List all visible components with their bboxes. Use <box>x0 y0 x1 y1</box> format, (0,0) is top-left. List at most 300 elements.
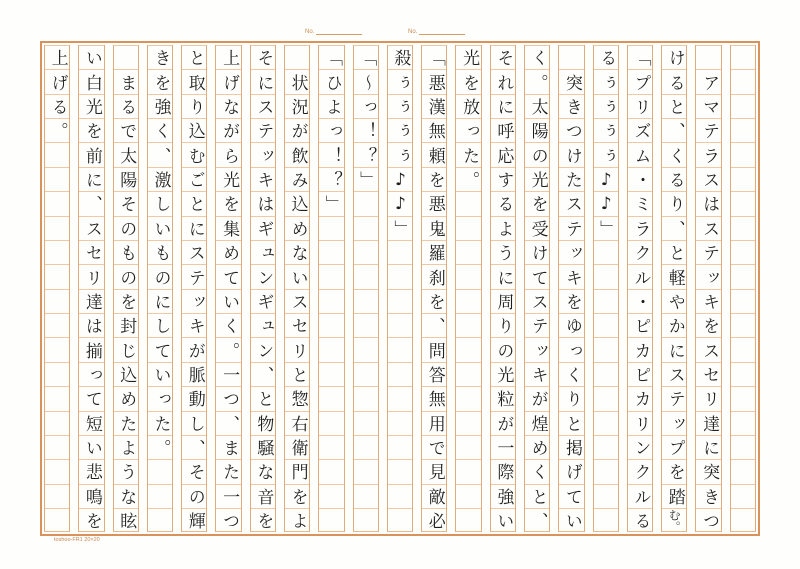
manuscript-character: で <box>116 122 137 140</box>
manuscript-character: 、 <box>527 512 548 530</box>
manuscript-character: い <box>287 268 308 286</box>
manuscript-cell <box>45 142 69 166</box>
cell-strip <box>181 45 207 532</box>
manuscript-cell <box>148 484 172 508</box>
manuscript-character: ラ <box>630 219 651 237</box>
manuscript-character: 。 <box>219 341 240 359</box>
manuscript-cell <box>456 484 480 508</box>
manuscript-cell <box>182 264 206 288</box>
manuscript-cell <box>662 386 686 410</box>
manuscript-cell <box>388 386 412 410</box>
manuscript-cell <box>491 459 515 483</box>
manuscript-character: ッ <box>527 341 548 359</box>
manuscript-cell <box>628 362 652 386</box>
manuscript-cell <box>731 289 755 313</box>
manuscript-cell <box>559 142 583 166</box>
manuscript-cell <box>182 362 206 386</box>
manuscript-character: そ <box>116 195 137 213</box>
manuscript-cell <box>148 94 172 118</box>
manuscript-character: 問 <box>424 341 445 359</box>
manuscript-cell <box>216 484 240 508</box>
manuscript-cell <box>114 69 138 93</box>
manuscript-cell <box>114 289 138 313</box>
manuscript-cell <box>696 191 720 215</box>
manuscript-cell <box>45 191 69 215</box>
manuscript-cell <box>696 240 720 264</box>
manuscript-cell <box>285 313 309 337</box>
manuscript-character: 、 <box>219 414 240 432</box>
manuscript-character: リ <box>630 97 651 115</box>
manuscript-cell <box>79 386 103 410</box>
manuscript-character: を <box>116 292 137 310</box>
manuscript-cell <box>491 313 515 337</box>
manuscript-cell <box>251 411 275 435</box>
manuscript-cell <box>525 167 549 191</box>
manuscript-character: と <box>184 195 205 213</box>
manuscript-character: く <box>527 463 548 481</box>
manuscript-cell <box>525 337 549 361</box>
manuscript-cell <box>79 69 103 93</box>
manuscript-cell <box>731 69 755 93</box>
manuscript-cell <box>79 118 103 142</box>
manuscript-character: 状 <box>287 73 308 91</box>
manuscript-character: 光 <box>81 97 102 115</box>
manuscript-cell <box>319 240 343 264</box>
manuscript-cell <box>491 142 515 166</box>
manuscript-cell <box>388 191 412 215</box>
manuscript-character: そ <box>493 49 514 67</box>
manuscript-cell <box>354 167 378 191</box>
manuscript-cell <box>594 484 618 508</box>
manuscript-cell <box>354 69 378 93</box>
manuscript-character: 応 <box>493 146 514 164</box>
manuscript-character: 白 <box>81 73 102 91</box>
manuscript-character: 揃 <box>81 341 102 359</box>
manuscript-cell <box>251 362 275 386</box>
manuscript-cell <box>79 240 103 264</box>
manuscript-cell <box>559 386 583 410</box>
manuscript-cell <box>422 289 446 313</box>
manuscript-cell <box>525 289 549 313</box>
cell-strip <box>695 45 721 532</box>
manuscript-character: ぅ <box>596 122 617 140</box>
manuscript-character: ♪ <box>390 169 411 190</box>
manuscript-character: ゆ <box>561 317 582 335</box>
manuscript-cell <box>285 337 309 361</box>
manuscript-cell <box>45 167 69 191</box>
manuscript-cell <box>79 484 103 508</box>
manuscript-character: 突 <box>699 463 720 481</box>
manuscript-cell <box>285 118 309 142</box>
manuscript-character: と <box>561 414 582 432</box>
manuscript-character: 物 <box>253 414 274 432</box>
manuscript-cell <box>628 264 652 288</box>
manuscript-character: ♪ <box>596 193 617 214</box>
manuscript-cell <box>525 191 549 215</box>
manuscript-cell <box>251 484 275 508</box>
manuscript-cell <box>559 94 583 118</box>
manuscript-cell <box>251 118 275 142</box>
manuscript-character: ぅ <box>390 146 411 164</box>
manuscript-character: の <box>184 487 205 505</box>
manuscript-cell <box>696 313 720 337</box>
manuscript-cell <box>696 216 720 240</box>
manuscript-cell <box>285 264 309 288</box>
manuscript-character: う <box>493 244 514 262</box>
manuscript-character: 強 <box>150 97 171 115</box>
manuscript-character: テ <box>561 219 582 237</box>
manuscript-cell <box>79 167 103 191</box>
manuscript-cell <box>182 167 206 191</box>
manuscript-character: 込 <box>116 365 137 383</box>
manuscript-character: た <box>116 414 137 432</box>
manuscript-cell <box>251 167 275 191</box>
manuscript-character: ン <box>253 341 274 359</box>
manuscript-character: っ <box>81 365 102 383</box>
manuscript-cell <box>559 313 583 337</box>
manuscript-cell <box>594 45 618 69</box>
manuscript-cell <box>79 45 103 69</box>
manuscript-cell <box>456 289 480 313</box>
manuscript-character: 「 <box>356 49 377 67</box>
manuscript-cell <box>594 118 618 142</box>
manuscript-character: く <box>664 146 685 164</box>
manuscript-cell <box>319 362 343 386</box>
manuscript-character: し <box>184 414 205 432</box>
manuscript-character: を <box>527 195 548 213</box>
page-number-line <box>316 27 362 35</box>
manuscript-character: テ <box>253 122 274 140</box>
manuscript-cell <box>216 118 240 142</box>
manuscript-cell <box>594 240 618 264</box>
manuscript-cell <box>594 69 618 93</box>
manuscript-cell <box>559 191 583 215</box>
manuscript-character: け <box>561 146 582 164</box>
manuscript-cell <box>79 216 103 240</box>
manuscript-character: い <box>81 439 102 457</box>
manuscript-cell <box>422 69 446 93</box>
manuscript-character: ぅ <box>390 73 411 91</box>
manuscript-character: な <box>116 487 137 505</box>
manuscript-cell <box>216 240 240 264</box>
manuscript-cell <box>45 216 69 240</box>
manuscript-cell <box>319 435 343 459</box>
manuscript-character: 眩 <box>116 512 137 530</box>
cell-strip <box>627 45 653 532</box>
manuscript-cell <box>319 118 343 142</box>
manuscript-character: 短 <box>81 414 102 432</box>
manuscript-cell <box>456 508 480 532</box>
manuscript-cell <box>594 362 618 386</box>
manuscript-cell <box>148 411 172 435</box>
manuscript-character: て <box>561 487 582 505</box>
manuscript-character: マ <box>699 97 720 115</box>
manuscript-cell <box>354 337 378 361</box>
manuscript-cell <box>216 508 240 532</box>
manuscript-cell <box>319 264 343 288</box>
manuscript-cell <box>559 216 583 240</box>
manuscript-character: は <box>81 317 102 335</box>
manuscript-character: く <box>561 365 582 383</box>
manuscript-character: る <box>116 97 137 115</box>
manuscript-column <box>246 45 280 532</box>
manuscript-character: 上 <box>219 49 240 67</box>
manuscript-cell <box>354 484 378 508</box>
manuscript-cell <box>319 45 343 69</box>
manuscript-cell <box>662 484 686 508</box>
manuscript-character: ス <box>699 171 720 189</box>
manuscript-cell <box>525 313 549 337</box>
manuscript-column <box>40 45 74 532</box>
manuscript-character: め <box>219 244 240 262</box>
manuscript-cell <box>354 45 378 69</box>
manuscript-cell <box>559 289 583 313</box>
manuscript-column <box>280 45 314 532</box>
manuscript-character: 粒 <box>493 390 514 408</box>
manuscript-character: 漢 <box>424 97 445 115</box>
manuscript-cell <box>559 69 583 93</box>
manuscript-character: ぅ <box>596 73 617 91</box>
manuscript-cell <box>696 69 720 93</box>
manuscript-character: ひ <box>321 73 342 91</box>
manuscript-cell <box>114 45 138 69</box>
manuscript-cell <box>422 459 446 483</box>
manuscript-cell <box>388 118 412 142</box>
manuscript-cell <box>45 240 69 264</box>
manuscript-character: よ <box>116 439 137 457</box>
manuscript-cell <box>114 362 138 386</box>
manuscript-cell <box>216 289 240 313</box>
manuscript-character: テ <box>664 390 685 408</box>
manuscript-cell <box>354 508 378 532</box>
manuscript-cell <box>148 362 172 386</box>
manuscript-cell <box>114 191 138 215</box>
manuscript-cell <box>491 508 515 532</box>
manuscript-character: を <box>150 73 171 91</box>
manuscript-cell <box>148 45 172 69</box>
manuscript-character: セ <box>287 317 308 335</box>
manuscript-cell <box>148 191 172 215</box>
manuscript-character: 、 <box>150 146 171 164</box>
manuscript-character: キ <box>253 171 274 189</box>
manuscript-cell <box>182 142 206 166</box>
manuscript-character: し <box>150 195 171 213</box>
manuscript-character: 飲 <box>287 146 308 164</box>
cell-strip <box>318 45 344 532</box>
manuscript-character: が <box>184 341 205 359</box>
manuscript-cell <box>696 508 720 532</box>
manuscript-character: な <box>219 97 240 115</box>
manuscript-cell <box>525 435 549 459</box>
cell-strip <box>250 45 276 532</box>
manuscript-cell <box>594 289 618 313</box>
manuscript-cell <box>491 118 515 142</box>
manuscript-cell <box>216 459 240 483</box>
manuscript-character: す <box>493 171 514 189</box>
manuscript-character: 」 <box>356 171 377 189</box>
manuscript-cell <box>662 118 686 142</box>
manuscript-character: 刹 <box>424 268 445 286</box>
manuscript-character: 惣 <box>287 390 308 408</box>
manuscript-character: 門 <box>287 463 308 481</box>
manuscript-character: の <box>527 146 548 164</box>
manuscript-character: を <box>81 122 102 140</box>
manuscript-character: を <box>664 463 685 481</box>
manuscript-cell <box>285 459 309 483</box>
manuscript-cell <box>422 118 446 142</box>
manuscript-character: 周 <box>493 292 514 310</box>
manuscript-cell <box>79 337 103 361</box>
manuscript-character: ュ <box>253 317 274 335</box>
manuscript-cell <box>216 69 240 93</box>
manuscript-character: 強 <box>493 487 514 505</box>
manuscript-cell <box>731 386 755 410</box>
manuscript-character: 一 <box>493 439 514 457</box>
manuscript-cell <box>45 289 69 313</box>
manuscript-cell <box>628 289 652 313</box>
manuscript-character: キ <box>561 268 582 286</box>
manuscript-cell <box>251 337 275 361</box>
manuscript-cell <box>251 264 275 288</box>
cell-strip <box>284 45 310 532</box>
manuscript-cell <box>594 313 618 337</box>
manuscript-character: ュ <box>253 244 274 262</box>
manuscript-cell <box>216 264 240 288</box>
manuscript-character: っ <box>356 97 377 115</box>
manuscript-cell <box>354 94 378 118</box>
manuscript-cell <box>79 191 103 215</box>
manuscript-cell <box>182 411 206 435</box>
manuscript-cell <box>422 167 446 191</box>
manuscript-cell <box>662 337 686 361</box>
manuscript-character: い <box>561 512 582 530</box>
manuscript-character: ぅ <box>390 122 411 140</box>
cell-strip <box>44 45 70 532</box>
manuscript-cell <box>388 167 412 191</box>
manuscript-cell <box>182 240 206 264</box>
manuscript-cell <box>354 435 378 459</box>
manuscript-cell <box>628 508 652 532</box>
manuscript-cell <box>731 313 755 337</box>
manuscript-column <box>109 45 143 532</box>
manuscript-cell <box>422 484 446 508</box>
manuscript-cell <box>285 411 309 435</box>
manuscript-cell <box>182 337 206 361</box>
manuscript-column <box>74 45 108 532</box>
manuscript-character: 、 <box>664 219 685 237</box>
manuscript-character: 煌 <box>527 414 548 432</box>
manuscript-character: 激 <box>150 171 171 189</box>
manuscript-cell <box>45 386 69 410</box>
manuscript-cell <box>559 264 583 288</box>
manuscript-character: に <box>699 439 720 457</box>
manuscript-cell <box>114 142 138 166</box>
manuscript-character: 際 <box>493 463 514 481</box>
manuscript-cell <box>216 337 240 361</box>
manuscript-cell <box>79 362 103 386</box>
manuscript-character: を <box>561 292 582 310</box>
manuscript-cell <box>525 386 549 410</box>
manuscript-character: ッ <box>664 414 685 432</box>
page-number-line <box>419 27 465 35</box>
manuscript-cell <box>559 362 583 386</box>
manuscript-cell <box>696 386 720 410</box>
manuscript-cell <box>114 167 138 191</box>
manuscript-cell <box>628 435 652 459</box>
manuscript-character: に <box>253 73 274 91</box>
manuscript-cell <box>456 313 480 337</box>
manuscript-cell <box>525 45 549 69</box>
manuscript-character: め <box>287 219 308 237</box>
manuscript-cell <box>79 142 103 166</box>
manuscript-cell <box>319 216 343 240</box>
manuscript-cell <box>628 167 652 191</box>
manuscript-cell <box>628 45 652 69</box>
manuscript-cell <box>696 435 720 459</box>
manuscript-character: 。 <box>459 171 480 189</box>
manuscript-cell <box>731 94 755 118</box>
manuscript-cell <box>216 435 240 459</box>
manuscript-character: 、 <box>424 317 445 335</box>
manuscript-character: 羅 <box>424 244 445 262</box>
manuscript-cell <box>731 264 755 288</box>
manuscript-cell <box>148 240 172 264</box>
manuscript-cell <box>696 264 720 288</box>
manuscript-cell <box>354 191 378 215</box>
manuscript-character: 一 <box>219 487 240 505</box>
manuscript-column <box>349 45 383 532</box>
manuscript-character: 込 <box>184 122 205 140</box>
manuscript-cell <box>559 167 583 191</box>
manuscript-cell <box>456 459 480 483</box>
manuscript-character: も <box>116 244 137 262</box>
manuscript-cell <box>251 435 275 459</box>
manuscript-cell <box>114 118 138 142</box>
manuscript-cell <box>319 94 343 118</box>
manuscript-character: 脈 <box>184 365 205 383</box>
manuscript-character: 放 <box>459 97 480 115</box>
manuscript-cell <box>594 411 618 435</box>
manuscript-character: 悪 <box>424 73 445 91</box>
manuscript-character: の <box>116 268 137 286</box>
manuscript-column <box>520 45 554 532</box>
manuscript-cell <box>731 118 755 142</box>
manuscript-cell <box>594 386 618 410</box>
manuscript-character: い <box>150 365 171 383</box>
manuscript-cell <box>525 508 549 532</box>
manuscript-character: ッ <box>253 146 274 164</box>
manuscript-cell <box>114 337 138 361</box>
manuscript-cell <box>628 459 652 483</box>
manuscript-cell <box>559 459 583 483</box>
manuscript-character: 封 <box>116 317 137 335</box>
manuscript-cell <box>731 167 755 191</box>
manuscript-cell <box>662 313 686 337</box>
manuscript-character: 陽 <box>527 122 548 140</box>
manuscript-character: つ <box>561 122 582 140</box>
manuscript-column <box>657 45 691 532</box>
manuscript-character: ズ <box>630 122 651 140</box>
manuscript-character: セ <box>81 244 102 262</box>
manuscript-cell <box>182 313 206 337</box>
manuscript-cell <box>422 435 446 459</box>
manuscript-character: な <box>287 244 308 262</box>
manuscript-character: ミ <box>630 195 651 213</box>
cell-strip <box>558 45 584 532</box>
manuscript-cell <box>525 94 549 118</box>
manuscript-character: ス <box>561 195 582 213</box>
manuscript-character: そ <box>253 49 274 67</box>
